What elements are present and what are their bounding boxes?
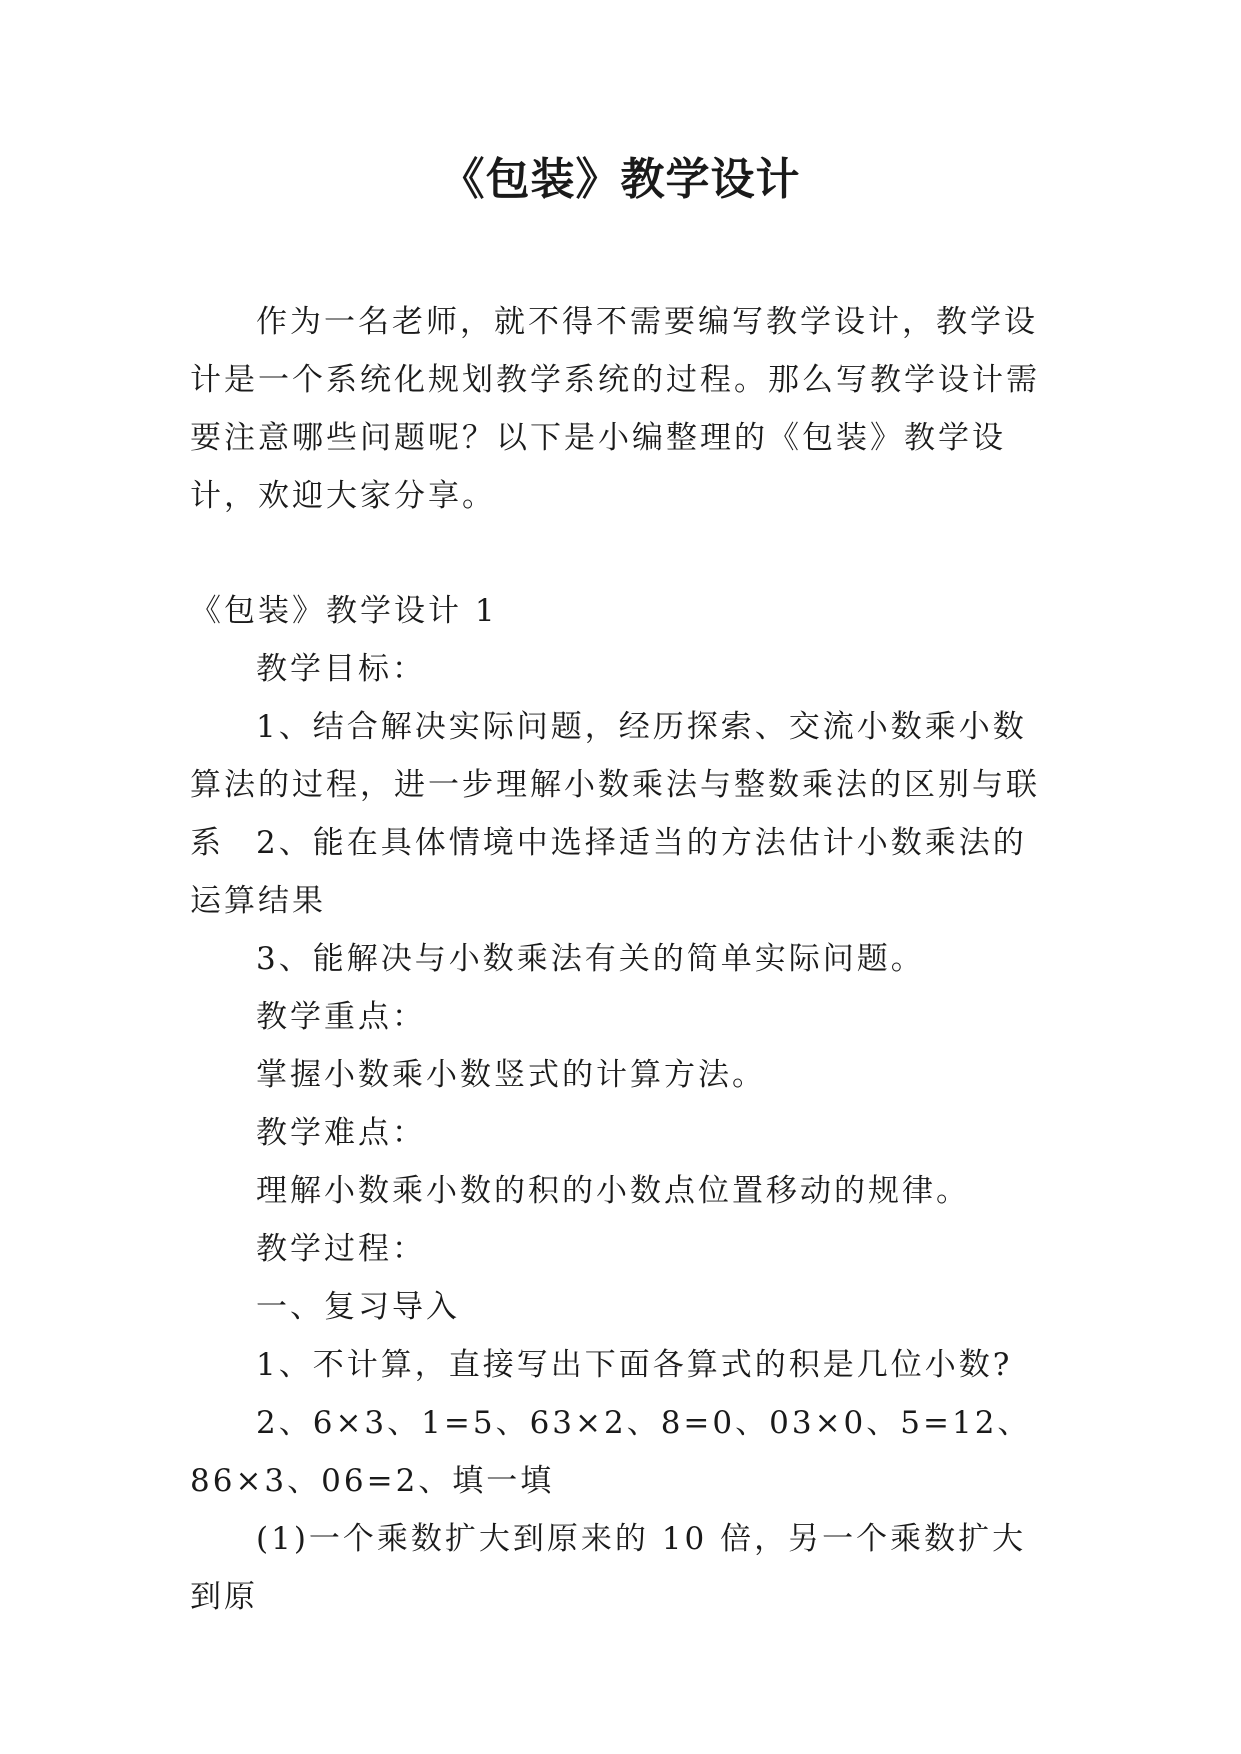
objectives-heading: 教学目标： (256, 651, 426, 687)
process-item: (1)一个乘数扩大到原来的 10 倍，另一个乘数扩大到原 (190, 1521, 1027, 1615)
process-heading: 教学过程： (256, 1231, 426, 1267)
intro-paragraph: 作为一名老师，就不得不需要编写教学设计，教学设计是一个系统化规划教学系统的过程。那么写教学设计需要注意哪些问题呢？以下是小编整理的《包装》教学设计，欢迎大家分享。 (190, 304, 1040, 514)
key-point-heading: 教学重点： (256, 999, 426, 1035)
objective-item: 3、能解决与小数乘法有关的简单实际问题。 (256, 941, 925, 977)
objective-item: 1、结合解决实际问题，经历探索、交流小数乘小数算法的过程，进一步理解小数乘法与整数乘法的区别与联系 (190, 709, 1040, 861)
document-title: 《包装》教学设计 (440, 154, 801, 205)
objective-item: 2、能在具体情境中选择适当的方法估计小数乘法的运算结果 (190, 825, 1027, 919)
step-heading: 一、复习导入 (256, 1289, 460, 1325)
key-point-text: 掌握小数乘小数竖式的计算方法。 (256, 1057, 766, 1093)
difficulty-heading: 教学难点： (256, 1115, 426, 1151)
difficulty-text: 理解小数乘小数的积的小数点位置移动的规律。 (256, 1173, 970, 1209)
process-item: 1、不计算，直接写出下面各算式的积是几位小数? (256, 1347, 1013, 1383)
process-item: 2、6×3、1=5、63×2、8=0、03×0、5=12、86×3、06=2、填一填 (190, 1405, 1032, 1499)
section-heading: 《包装》教学设计 1 (190, 593, 498, 629)
